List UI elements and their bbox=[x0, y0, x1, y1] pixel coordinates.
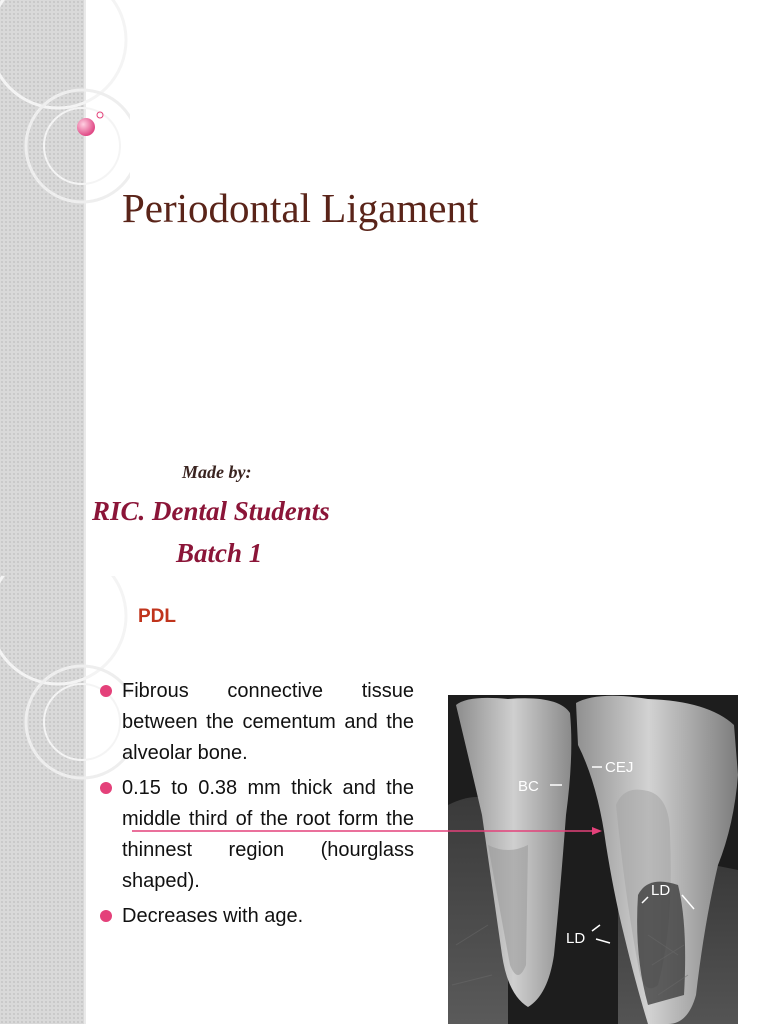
bullet-icon bbox=[100, 910, 112, 922]
bullet-text: Fibrous connective tissue between the cementum and the alveolar bone. bbox=[122, 680, 414, 764]
bc-label: BC bbox=[518, 778, 539, 795]
content-slide bbox=[0, 576, 768, 1024]
slide-title: Periodontal Ligament bbox=[122, 185, 479, 231]
ld-left-label: LD bbox=[566, 930, 586, 947]
list-item bbox=[100, 901, 414, 932]
batch-label: Batch 1 bbox=[176, 538, 263, 568]
made-by-label: Made by: bbox=[182, 462, 252, 482]
authors-label: RIC. Dental Students bbox=[92, 496, 330, 526]
arrow-pointer bbox=[130, 816, 610, 836]
bullet-icon bbox=[100, 685, 112, 697]
bullet-icon bbox=[100, 782, 112, 794]
bullet-list bbox=[100, 676, 414, 936]
list-item bbox=[100, 676, 414, 769]
bullet-text: Decreases with age. bbox=[122, 905, 304, 927]
cej-label: CEJ bbox=[605, 759, 634, 776]
dental-xray-image bbox=[448, 695, 738, 1024]
ld-right-label: LD bbox=[651, 882, 671, 899]
pink-bead-icon bbox=[0, 0, 130, 200]
slide-heading: PDL bbox=[138, 606, 176, 627]
bullet-text: 0.15 to 0.38 mm thick and the middle third of the root form the thinnest region (hourglass shaped). bbox=[122, 777, 414, 892]
arrow-head-icon bbox=[592, 827, 602, 835]
